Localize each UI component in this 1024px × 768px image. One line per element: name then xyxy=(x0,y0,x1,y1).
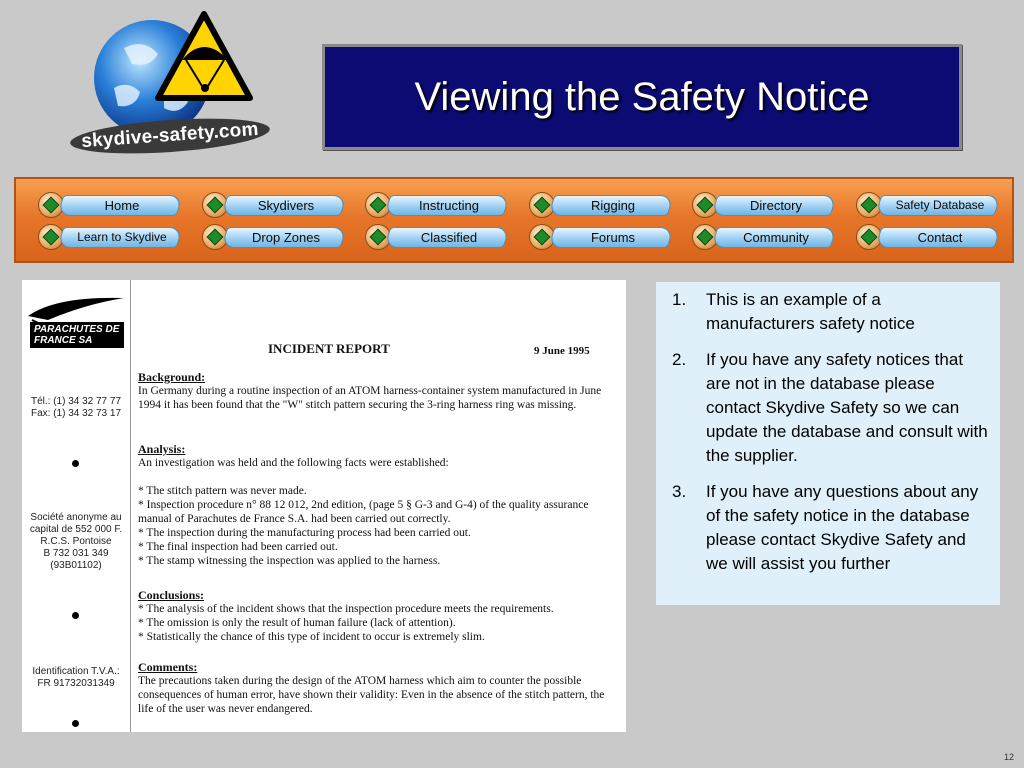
section-analysis xyxy=(138,442,618,568)
analysis-fact: * The stamp witnessing the inspection was applied to the harness. xyxy=(138,555,441,567)
section-heading: Analysis: xyxy=(138,442,186,456)
nav-label: Directory xyxy=(749,198,802,213)
section-heading: Conclusions: xyxy=(138,588,205,602)
company-name: PARACHUTES DE FRANCE SA xyxy=(30,322,124,348)
list-item-text: This is an example of a manufacturers safety notice xyxy=(706,290,915,333)
nav-instructing[interactable] xyxy=(365,192,513,218)
nav-label: Learn to Skydive xyxy=(77,230,167,244)
section-background xyxy=(138,370,618,412)
notes-list xyxy=(662,288,990,576)
nav-rigging[interactable] xyxy=(529,192,677,218)
letterhead-sidebar xyxy=(22,280,131,732)
nav-learn-to-skydive[interactable] xyxy=(38,224,186,250)
page-number: 12 xyxy=(1003,752,1014,762)
nav-safety-database[interactable] xyxy=(856,192,1004,218)
nav-skydivers[interactable] xyxy=(202,192,350,218)
list-item-text: If you have any questions about any of the safety notice in the database please contact Skydive Safety and we will assist you further xyxy=(706,482,979,573)
nav-home[interactable] xyxy=(38,192,186,218)
analysis-fact: * The stitch pattern was never made. xyxy=(138,485,307,497)
company-info-line: R.C.S. Pontoise xyxy=(40,536,112,547)
company-info-line: (93B01102) xyxy=(50,560,102,571)
nav-label: Safety Database xyxy=(895,198,985,212)
incident-report-document xyxy=(22,280,626,732)
section-heading: Comments: xyxy=(138,660,198,674)
list-item xyxy=(662,288,990,336)
nav-label: Contact xyxy=(917,230,963,245)
vat-number: FR 91732031349 xyxy=(37,678,115,689)
company-info-line: Société anonyme au xyxy=(30,512,122,523)
conclusion-item: * Statistically the chance of this type of incident to occur is extremely slim. xyxy=(138,631,485,643)
nav-label: Rigging xyxy=(590,198,636,213)
bullet-dot xyxy=(72,612,79,619)
nav-label: Drop Zones xyxy=(252,230,320,245)
list-item-number: 2. xyxy=(672,350,687,369)
section-heading: Background: xyxy=(138,370,206,384)
slide-title: Viewing the Safety Notice xyxy=(414,74,870,119)
list-item xyxy=(662,480,990,576)
main-navigation xyxy=(14,177,1014,263)
notes-panel xyxy=(656,282,1000,605)
slide-title-box xyxy=(322,44,962,150)
company-fax: Fax: (1) 34 32 73 17 xyxy=(30,408,122,419)
nav-label: Community xyxy=(743,230,809,245)
nav-label: Skydivers xyxy=(257,198,315,213)
nav-community[interactable] xyxy=(692,224,840,250)
section-text: In Germany during a routine inspection of an ATOM harness-container system manufactured in June 1994 it has been found that the "W" stitch pattern securing the 3-ring harness ring was missing. xyxy=(138,385,602,411)
company-info-line: capital de 552 000 F. xyxy=(29,524,123,535)
nav-label: Home xyxy=(104,198,140,213)
list-item xyxy=(662,348,990,468)
analysis-fact: * Inspection procedure n° 88 12 012, 2nd edition, (page 5 § G-3 and G-4) of the quality assurance manual of Parachutes de France S.A. had been carried out correctly. xyxy=(138,499,589,525)
analysis-fact: * The final inspection had been carried out. xyxy=(138,541,338,553)
nav-label: Forums xyxy=(590,230,636,245)
section-comments xyxy=(138,660,618,716)
nav-classified[interactable] xyxy=(365,224,513,250)
nav-directory[interactable] xyxy=(692,192,840,218)
company-tel: Tél.: (1) 34 32 77 77 xyxy=(30,396,122,407)
bullet-dot xyxy=(72,720,79,727)
logo-brand-text: skydive-safety.com xyxy=(69,113,271,159)
nav-label: Instructing xyxy=(419,198,479,213)
vat-label: Identification T.V.A.: xyxy=(32,666,120,677)
analysis-fact: * The inspection during the manufacturing process had been carried out. xyxy=(138,527,471,539)
company-info-line: B 732 031 349 xyxy=(43,548,109,559)
company-wing-icon xyxy=(26,294,126,324)
site-logo[interactable] xyxy=(64,8,274,158)
bullet-dot xyxy=(72,460,79,467)
nav-label: Classified xyxy=(420,230,478,245)
section-conclusions xyxy=(138,588,618,644)
list-item-number: 3. xyxy=(672,482,687,501)
nav-contact[interactable] xyxy=(856,224,1004,250)
conclusion-item: * The analysis of the incident shows that the inspection procedure meets the requirements. xyxy=(138,603,554,615)
conclusion-item: * The omission is only the result of human failure (lack of attention). xyxy=(138,617,456,629)
globe-parachute-icon xyxy=(64,8,274,138)
list-item-text: If you have any safety notices that are not in the database please contact Skydive Safety so we can update the database and consult with the supplier. xyxy=(706,350,988,465)
nav-forums[interactable] xyxy=(529,224,677,250)
report-date: 9 June 1995 xyxy=(534,345,590,357)
list-item-number: 1. xyxy=(672,290,687,309)
section-text: An investigation was held and the following facts were established: xyxy=(138,457,449,469)
nav-drop-zones[interactable] xyxy=(202,224,350,250)
section-text: The precautions taken during the design of the ATOM harness which aim to counter the possible consequences of human error, have shown their validity: Even in the absence of the stitch pattern, the life of the user was never endangered. xyxy=(138,675,605,715)
report-title: INCIDENT REPORT xyxy=(268,341,390,356)
